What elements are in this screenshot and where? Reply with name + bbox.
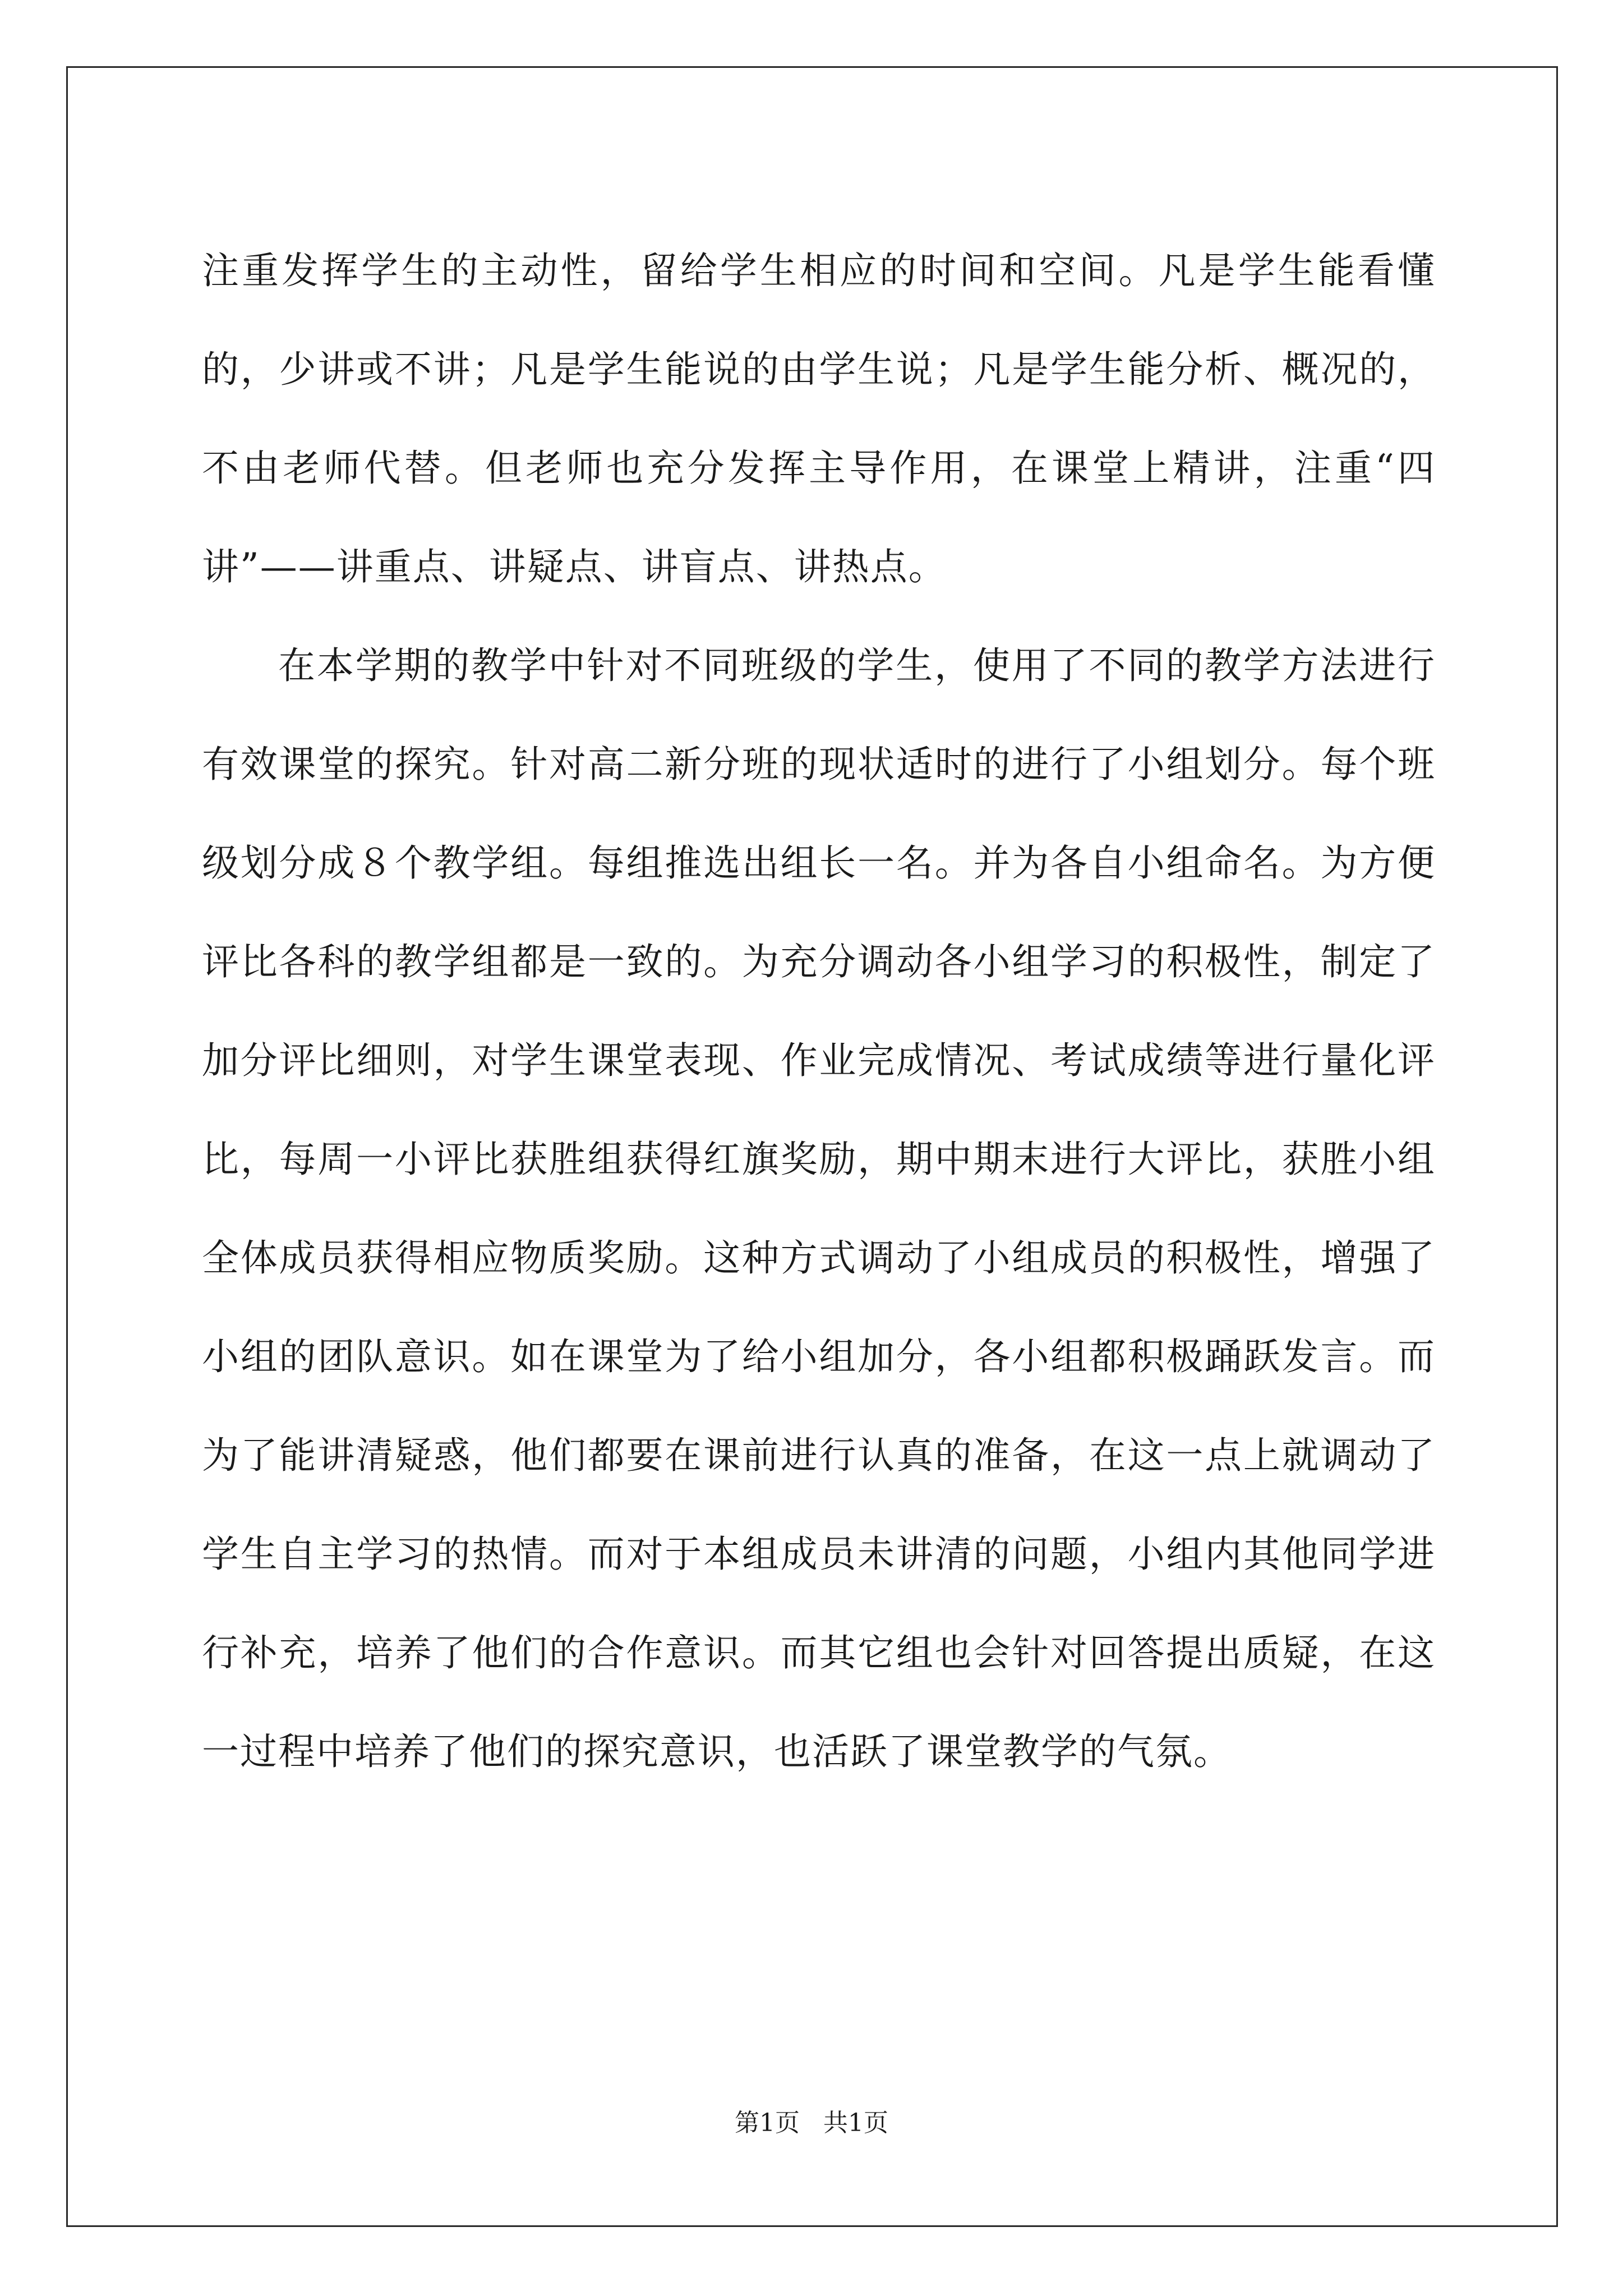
paragraph-1: 注重发挥学生的主动性，留给学生相应的时间和空间。凡是学生能看懂的，少讲或不讲；凡是学生能说的由学生说；凡是学生能分析、概况的，不由老师代替。但老师也充分发挥主导作用，在课堂上精讲，注重“四讲”——讲重点、讲疑点、讲盲点、讲热点。 [202,249,1436,588]
paragraph-2: 在本学期的教学中针对不同班级的学生，使用了不同的教学方法进行有效课堂的探究。针对高二新分班的现状适时的进行了小组划分。每个班级划分成８个教学组。每组推选出组长一名。并为各自小组命名。为方便评比各科的教学组都是一致的。为充分调动各小组学习的积极性，制定了加分评比细则，对学生课堂表现、作业完成情况、考试成绩等进行量化评比，每周一小评比获胜组获得红旗奖励，期中期末进行大评比，获胜小组全体成员获得相应物质奖励。这种方式调动了小组成员的积极性，增强了小组的团队意识。如在课堂为了给小组加分，各小组都积极踊跃发言。而为了能讲清疑惑，他们都要在课前进行认真的准备，在这一点上就调动了学生自主学习的热情。而对于本组成员未讲清的问题，小组内其他同学进行补充，培养了他们的合作意识。而其它组也会针对回答提出质疑，在这一过程中培养了他们的探究意识，也活跃了课堂教学的气氛。 [202,644,1436,1773]
page-total: 共1页 [823,2109,888,2137]
page-footer [0,2106,1623,2140]
page-number: 第1页 [735,2109,800,2137]
document-body [202,222,1436,1801]
